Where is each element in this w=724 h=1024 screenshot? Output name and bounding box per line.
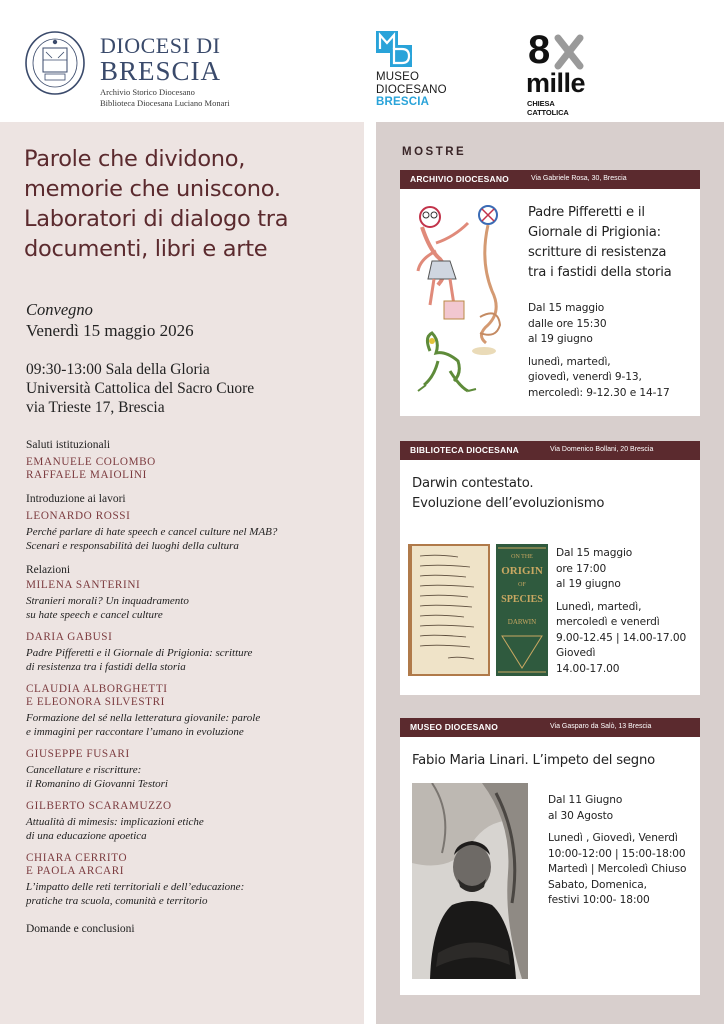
- museo-diocesano-logo: [376, 31, 466, 111]
- exhibition-title-line: Evoluzione dell’evoluzionismo: [412, 496, 605, 511]
- book-spine-text: DARWIN: [507, 618, 537, 626]
- speaker-name: CLAUDIA ALBORGHETTI: [26, 683, 168, 695]
- museo-mark-icon: [376, 31, 414, 67]
- mille-x-icon: [554, 34, 584, 70]
- talk-title: [26, 881, 356, 908]
- event-title-line: memorie che uniscono.: [24, 176, 281, 202]
- linari-portrait-photo: [412, 783, 528, 979]
- talk-speakers: [26, 800, 356, 813]
- intro-label: Introduzione ai lavori: [26, 493, 126, 505]
- exhibition-hours-line: lunedì, martedì,: [528, 355, 611, 368]
- darwin-books-image: [408, 544, 548, 676]
- exhibition-date-line: ore 17:00: [556, 562, 607, 575]
- exhibition-hours-line: 10:00-12:00 | 15:00-18:00: [548, 847, 686, 860]
- talk-title-line: e immagini per raccontare l’umano in evoluzione: [26, 725, 244, 738]
- exhibition-hours-line: festivi 10:00- 18:00: [548, 894, 650, 906]
- speaker-name: EMANUELE COLOMBO: [26, 456, 156, 468]
- talk-title-line: su hate speech e cancel culture: [26, 608, 163, 621]
- talk-title-line: Attualità di mimesis: implicazioni etiche: [26, 816, 204, 828]
- exhibition-title-line: Fabio Maria Linari. L’impeto del segno: [412, 753, 655, 768]
- talk-item: [26, 579, 356, 622]
- event-title-line: documenti, libri e arte: [24, 236, 268, 262]
- exhibition-venue: BIBLIOTECA DIOCESANA: [410, 445, 519, 455]
- museo-line3: BRESCIA: [376, 96, 430, 108]
- exhibition-schedule: [528, 301, 670, 401]
- book-spine-text: OF: [518, 582, 526, 588]
- diocese-name-line2: BRESCIA: [100, 56, 222, 86]
- talk-speakers: [26, 579, 356, 592]
- talk-title: [26, 712, 356, 739]
- talk-item: [26, 683, 356, 739]
- speaker-name: GILBERTO SCARAMUZZO: [26, 800, 172, 812]
- event-title-line: Parole che dividono,: [24, 146, 246, 172]
- speaker-name: LEONARDO ROSSI: [26, 510, 131, 522]
- speaker-name: MILENA SANTERINI: [26, 579, 141, 591]
- diocese-library-label: Biblioteca Diocesana Luciano Monari: [100, 98, 230, 108]
- speaker-name: CHIARA CERRITO: [26, 852, 128, 864]
- venue-line: 09:30-13:00 Sala della Gloria: [26, 361, 210, 378]
- exhibition-schedule: [548, 793, 686, 909]
- exhibition-header: [400, 718, 700, 737]
- exhibition-date-line: dalle ore 15:30: [528, 317, 607, 330]
- speaker-name: DARIA GABUSI: [26, 631, 113, 643]
- talk-item: [26, 852, 356, 908]
- exhibition-date-line: al 30 Agosto: [548, 809, 614, 822]
- exhibitions-panel: [376, 122, 724, 1024]
- exhibition-hours-line: 14.00-17.00: [556, 662, 620, 675]
- exhibition-title: [412, 751, 655, 771]
- otto-per-mille-logo: [524, 28, 596, 117]
- talk-title-line: di resistenza tra i fastidi della storia: [26, 660, 186, 673]
- talk-title-line: Scenari e responsabilità dei luoghi della cultura: [26, 539, 239, 552]
- book-spine-text: SPECIES: [501, 594, 543, 605]
- speaker-name: GIUSEPPE FUSARI: [26, 748, 130, 760]
- museo-line1: MUSEO: [376, 71, 420, 83]
- exhibition-hours-line: Sabato, Domenica,: [548, 878, 647, 891]
- exhibition-title-line: scritture di resistenza: [528, 245, 667, 260]
- exhibition-date-line: al 19 giugno: [528, 333, 593, 345]
- exhibition-card: [400, 737, 700, 995]
- diocese-name-line1: DIOCESI DI: [100, 33, 221, 58]
- talk-title-line: Padre Pifferetti e il Giornale di Prigionia: scritture: [26, 647, 253, 659]
- exhibition-card: [400, 189, 700, 416]
- venue-line: via Trieste 17, Brescia: [26, 399, 165, 416]
- exhibition-header: [400, 170, 700, 189]
- museo-line2: DIOCESANO: [376, 83, 447, 96]
- talk-title: [26, 764, 356, 791]
- event-type: Convegno: [26, 300, 93, 319]
- talk-item: [26, 631, 356, 674]
- exhibition-date-line: al 19 giugno: [556, 578, 621, 590]
- book-spine-text: ORIGIN: [501, 565, 543, 577]
- talk-title: [26, 595, 356, 622]
- exhibition-title: [528, 203, 672, 283]
- speaker-name: E ELEONORA SILVESTRI: [26, 696, 165, 708]
- book-spine-text: ON THE: [511, 554, 533, 560]
- diocese-subtitle: [100, 87, 230, 109]
- talk-title-line: pratiche tra scuola, comunità e territorio: [26, 894, 208, 907]
- exhibition-hours-line: mercoledì: 9-12.30 e 14-17: [528, 386, 670, 399]
- event-venue: [26, 360, 254, 417]
- venue-line: Università Cattolica del Sacro Cuore: [26, 380, 255, 397]
- exhibition-date-line: Dal 15 maggio: [556, 547, 633, 559]
- exhibition-card: [400, 460, 700, 695]
- talk-speakers: [26, 683, 356, 709]
- exhibition-title-line: Padre Pifferetti e il: [528, 205, 645, 220]
- speaker-name: E PAOLA ARCARI: [26, 865, 125, 877]
- diocese-seal-logo: [24, 30, 86, 96]
- saluti-speakers: [26, 456, 356, 482]
- talk-title-line: di una educazione apoetica: [26, 829, 147, 842]
- exhibition-header: [400, 441, 700, 460]
- talk-title-line: Perché parlare di hate speech e cancel culture nel MAB?: [26, 526, 278, 538]
- exhibition-venue: ARCHIVIO DIOCESANO: [410, 174, 509, 184]
- closing-label: Domande e conclusioni: [26, 923, 135, 935]
- exhibition-address: Via Gabriele Rosa, 30, Brescia: [531, 175, 627, 182]
- exhibition-address: Via Gasparo da Salò, 13 Brescia: [550, 723, 652, 730]
- exhibition-title-line: tra i fastidi della storia: [528, 265, 672, 280]
- talk-speakers: [26, 852, 356, 878]
- talk-title-line: L’impatto delle reti territoriali e dell’educazione:: [26, 881, 245, 893]
- talk-title-line: Cancellature e riscritture:: [26, 764, 142, 776]
- program: [26, 438, 356, 936]
- relazioni-label: Relazioni: [26, 564, 71, 576]
- exhibition-date-line: Dal 15 maggio: [528, 302, 605, 314]
- talk-title: [26, 647, 356, 674]
- museo-wordmark: [376, 71, 447, 109]
- speaker-name: RAFFAELE MAIOLINI: [26, 469, 147, 481]
- mostre-heading: MOSTRE: [402, 146, 467, 158]
- conference-panel: [0, 122, 364, 1024]
- event-title: [24, 144, 354, 264]
- exhibition-hours-line: Giovedì: [556, 647, 596, 659]
- header: [0, 0, 724, 122]
- pifferetti-illustration: [410, 201, 514, 401]
- exhibition-hours-line: Martedì | Mercoledì Chiuso: [548, 863, 687, 875]
- event-type-date: [26, 300, 194, 342]
- exhibition-schedule: [556, 546, 686, 677]
- exhibition-venue: MUSEO DIOCESANO: [410, 722, 499, 732]
- exhibition-hours-line: 9.00-12.45 | 14.00-17.00: [556, 631, 687, 644]
- talk-item: [26, 800, 356, 843]
- exhibition-title-line: Darwin contestato.: [412, 476, 534, 491]
- talk-speakers: [26, 748, 356, 761]
- saluti-label: Saluti istituzionali: [26, 439, 111, 451]
- mille-subtitle: CHIESA CATTOLICA: [527, 99, 569, 117]
- event-title-line: Laboratori di dialogo tra: [24, 206, 289, 232]
- exhibition-address: Via Domenico Bollani, 20 Brescia: [550, 446, 654, 453]
- talk-speakers: [26, 631, 356, 644]
- talk-title: [26, 816, 356, 843]
- exhibition-hours-line: mercoledì e venerdì: [556, 616, 660, 628]
- event-date: Venerdì 15 maggio 2026: [26, 321, 194, 340]
- talk-title-line: il Romanino di Giovanni Testori: [26, 777, 168, 790]
- mille-number: 8: [528, 28, 551, 72]
- exhibition-date-line: Dal 11 Giugno: [548, 794, 623, 806]
- exhibition-title: [412, 474, 604, 514]
- intro-speaker: [26, 510, 356, 523]
- exhibition-hours-line: Lunedì , Giovedì, Venerdì: [548, 832, 678, 844]
- diocese-archive-label: Archivio Storico Diocesano: [100, 87, 195, 97]
- exhibition-hours-line: giovedì, venerdì 9-13,: [528, 371, 642, 383]
- mille-word: mille: [526, 68, 586, 98]
- diocese-name: [100, 34, 221, 84]
- talk-item: [26, 748, 356, 791]
- exhibition-title-line: Giornale di Prigionia:: [528, 225, 661, 240]
- talk-title-line: Stranieri morali? Un inquadramento: [26, 595, 189, 607]
- intro-talk-title: [26, 526, 356, 553]
- talk-title-line: Formazione del sé nella letteratura giovanile: parole: [26, 712, 261, 724]
- exhibition-hours-line: Lunedì, martedì,: [556, 600, 642, 613]
